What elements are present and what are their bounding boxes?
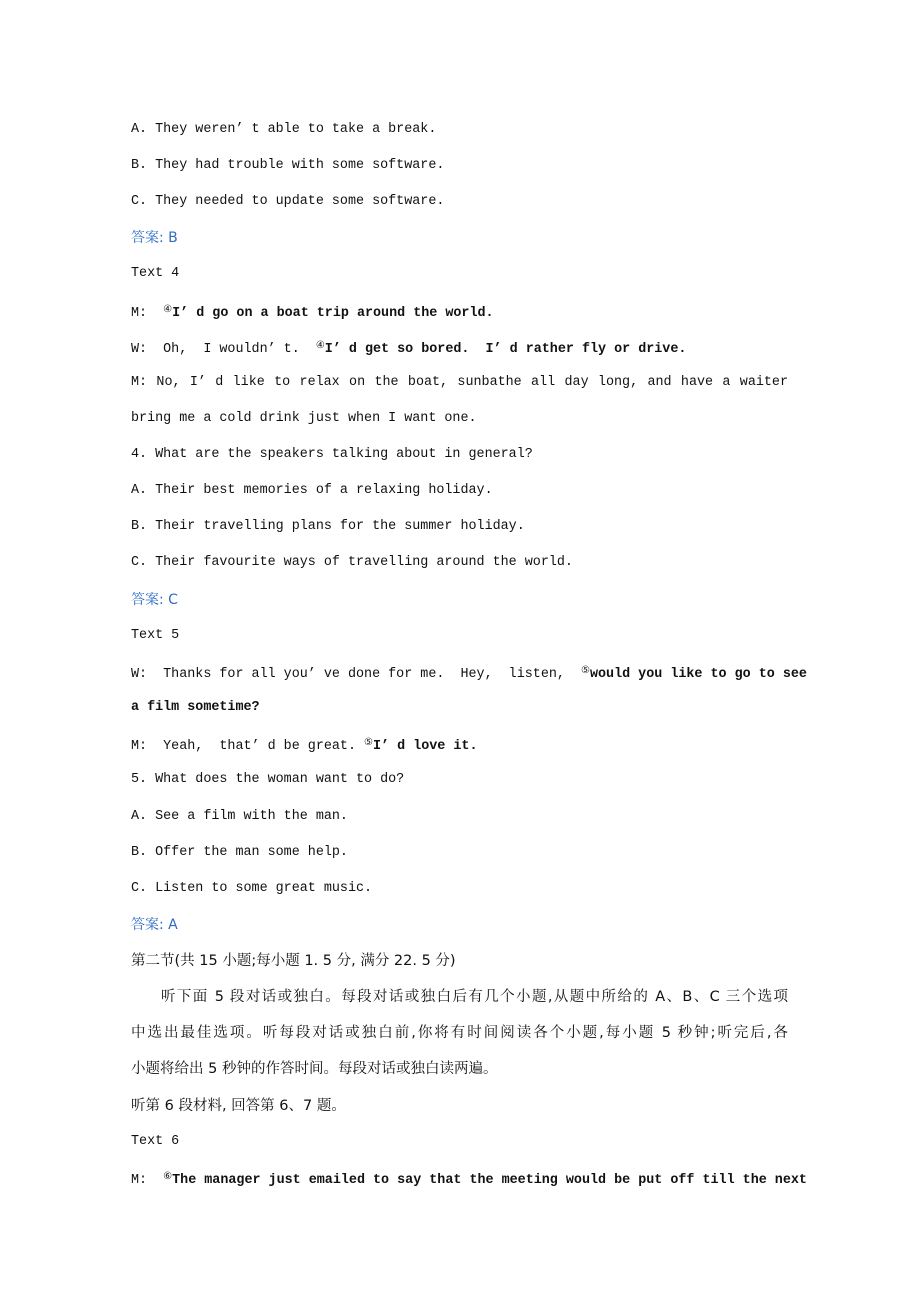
circled-number: ⑤ [581, 666, 590, 677]
q4-answer: 答案: C [131, 592, 178, 608]
q3-option-b: B. They had trouble with some software. [131, 158, 445, 173]
q5-option-a: A. See a film with the man. [131, 809, 348, 824]
text4-m2-line2: bring me a cold drink just when I want one. [131, 411, 477, 426]
section2-heading: 第二节(共 15 小题;每小题 1. 5 分, 满分 22. 5 分) [131, 953, 456, 969]
q4-option-a: A. Their best memories of a relaxing holiday. [131, 483, 493, 498]
text4-w1 [131, 337, 788, 357]
text4-m1 [131, 301, 788, 321]
q5-answer: 答案: A [131, 917, 178, 933]
circled-number: ⑥ [163, 1172, 173, 1183]
key-sentence: I’ d get so bored. I’ d rather fly or drive. [324, 342, 687, 357]
q3-answer: 答案: B [131, 230, 178, 246]
speaker: M: [131, 306, 164, 321]
text5-m1 [131, 734, 788, 754]
text5-w1-cont: a film sometime? [131, 700, 260, 715]
q4-question: 4. What are the speakers talking about in general? [131, 447, 533, 462]
text6-m1 [131, 1168, 807, 1188]
text5-w1 [131, 662, 807, 682]
q3-option-a: A. They weren’ t able to take a break. [131, 122, 437, 137]
text6-title: Text 6 [131, 1134, 180, 1149]
key-sentence: I’ d love it. [373, 739, 478, 754]
speaker: M: [131, 1173, 164, 1188]
q3-option-c: C. They needed to update some software. [131, 194, 445, 209]
circled-number: ④ [315, 341, 325, 352]
q5-question: 5. What does the woman want to do? [131, 772, 405, 787]
circled-number: ④ [163, 305, 173, 316]
key-sentence: The manager just emailed to say that the meeting would be put off till the next [172, 1173, 807, 1188]
section2-instructions-3: 小题将给出 5 秒钟的作答时间。每段对话或独白读两遍。 [131, 1061, 498, 1077]
speaker: M: Yeah, that’ d be great. [131, 739, 365, 754]
q5-option-c: C. Listen to some great music. [131, 881, 373, 896]
q5-option-b: B. Offer the man some help. [131, 845, 348, 860]
key-sentence: I’ d go on a boat trip around the world. [172, 306, 494, 321]
section2-instructions-2: 中选出最佳选项。听每段对话或独白前,你将有时间阅读各个小题,每小题 5 秒钟;听完后,各 [131, 1025, 788, 1041]
speaker: W: Oh, I wouldn’ t. [131, 342, 316, 357]
text5-title: Text 5 [131, 628, 180, 643]
q4-option-b: B. Their travelling plans for the summer holiday. [131, 519, 525, 534]
material-instruction: 听第 6 段材料, 回答第 6、7 题。 [131, 1098, 346, 1114]
q4-option-c: C. Their favourite ways of travelling around the world. [131, 555, 573, 570]
section2-instructions-1: 听下面 5 段对话或独白。每段对话或独白后有几个小题,从题中所给的 A、B、C 三个选项 [161, 989, 788, 1005]
text4-title: Text 4 [131, 266, 180, 281]
text4-m2-line1: M: No, I’ d like to relax on the boat, sunbathe all day long, and have a waiter [131, 375, 788, 390]
key-sentence: would you like to go to see [589, 667, 807, 682]
circled-number: ⑤ [364, 738, 374, 749]
speaker: W: Thanks for all you’ ve done for me. Hey, listen, [131, 667, 581, 682]
